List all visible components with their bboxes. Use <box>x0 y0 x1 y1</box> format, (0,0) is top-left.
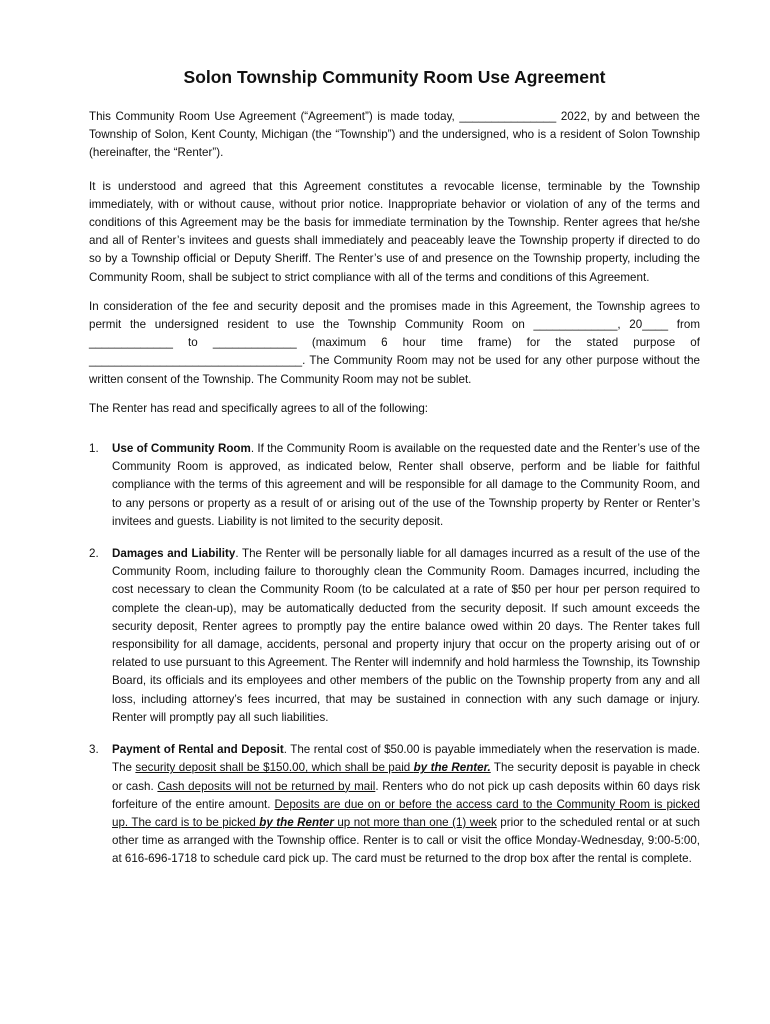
consideration-text-f: . The Community Room may not be used for any other purpose without the written consent of the Township. The Community Room may not be sublet. <box>89 354 700 386</box>
intro-text-a: This Community Room Use Agreement (“Agreement”) is made today, <box>89 110 460 123</box>
item-body: . The Renter will be personally liable for all damages incurred as a result of the use of the Community Room, including failure to thoroughly clean the Community Room. Damages incurred, including the cost necessary to clean the Community Room (to be calculated at a rate of $50 per hour per person required to complete the clean-up), may be automatically deducted from the security deposit. If such amount exceeds the security deposit, Renter agrees to promptly pay the entire balance owed within 20 days. The Renter takes full responsibility for all damage, accidents, personal and property injury that occur on the property arising out of or related to use pursuant to this Agreement. The Renter will indemnify and hold harmless the Township, its Township Board, its officials and its employees and other members of the public on the Township property from any and all loss, including attorney’s fees incurred, that may be sustained in connection with any such damage or injury. Renter will promptly pay all such liabilities. <box>112 547 700 724</box>
consideration-paragraph <box>89 298 700 389</box>
underlined-text: Cash deposits will not be returned by mail <box>157 779 376 793</box>
deposit-text: security deposit shall be $150.00, which shall be paid <box>135 761 414 775</box>
item-number: 1. <box>89 442 99 456</box>
consideration-text-a: In consideration of the fee and security deposit and the promises made in this Agreement, the Township agrees to permit the undersigned resident to use the Township Community Room on <box>89 299 700 332</box>
consideration-text-b: , 20 <box>617 318 643 332</box>
item-number: 2. <box>89 547 99 561</box>
purpose-blank: _________________________________ <box>89 354 303 368</box>
date-blank: _______________ <box>459 110 557 123</box>
emphasis-text: by the Renter. <box>413 761 491 775</box>
use-date-blank: _____________ <box>533 318 618 332</box>
emphasis-text: by the Renter <box>259 815 334 829</box>
intro-text-b: 2022, by and between the Township of Solon, Kent County, Michigan (the “Township”) and the undersigned, who is a resident of Solon Township (hereinafter, the “Renter”). <box>89 110 700 160</box>
year-blank: ____ <box>642 318 669 332</box>
deposit-due-text: Deposits are due on or before the access card to the Community Room is picked up. The card is to be picked <box>112 797 700 829</box>
consideration-text-c: from <box>668 318 700 332</box>
item-text: . Renters who do not pick up cash deposits within 60 days risk forfeiture of the entire amount. <box>112 779 700 811</box>
item-heading: Payment of Rental and Deposit <box>112 743 284 757</box>
consideration-text-d: to <box>172 336 213 350</box>
list-item <box>89 440 700 531</box>
item-text: prior to the scheduled rental or at such other time as arranged with the Township office. Renter is to call or visit the office Monday-Wednesday, 9:00-5:00, at 616-696-1718 to schedule card pick up. The card must be returned to the drop box after the rental is complete. <box>112 815 700 866</box>
from-time-blank: _____________ <box>89 336 173 350</box>
item-text: The security deposit is payable in check or cash. <box>112 761 700 793</box>
list-item <box>89 741 700 868</box>
underlined-text <box>135 761 490 774</box>
license-paragraph: It is understood and agreed that this Agreement constitutes a revocable license, terminable by the Township immediately, with or without cause, without prior notice. Inappropriate behavior or violation of any of the terms and conditions of this Agreement may be the basis for immediate termination by the Township. Renter agrees that he/she and all of Renter’s invitees and guests shall immediately and peaceably leave the Township property if directed to do so by a Township official or Deputy Sheriff. The Renter’s use of and presence on the Township property, including the Community Room, shall be subject to strict compliance with all of the terms and conditions of this Agreement. <box>89 179 700 284</box>
page-title: Solon Township Community Room Use Agreement <box>183 67 606 87</box>
item-heading: Use of Community Room <box>112 442 251 456</box>
terms-list <box>89 440 700 868</box>
consideration-text-e: (maximum 6 hour time frame) for the stated purpose of <box>296 336 700 350</box>
item-text: . The rental cost of $50.00 is payable immediately when the reservation is made. The <box>112 743 701 775</box>
pickup-window-text: up not more than one (1) week <box>333 815 497 829</box>
lead-in-paragraph: The Renter has read and specifically agrees to all of the following: <box>89 401 429 415</box>
item-body: . If the Community Room is available on the requested date and the Renter’s use of the Community Room is approved, as indicated below, Renter shall observe, perform and be liable for faithful compliance with the terms of this agreement and will be responsible for all damage to the Community Room, and to any persons or property as a result of or arising out of the use of the Township property by Renter or Renter’s invitees and guests. Liability is not limited to the security deposit. <box>112 442 700 528</box>
to-time-blank: _____________ <box>212 336 297 350</box>
intro-paragraph <box>89 108 700 163</box>
item-heading: Damages and Liability <box>112 547 236 561</box>
item-number: 3. <box>89 743 99 757</box>
list-item <box>89 545 700 727</box>
